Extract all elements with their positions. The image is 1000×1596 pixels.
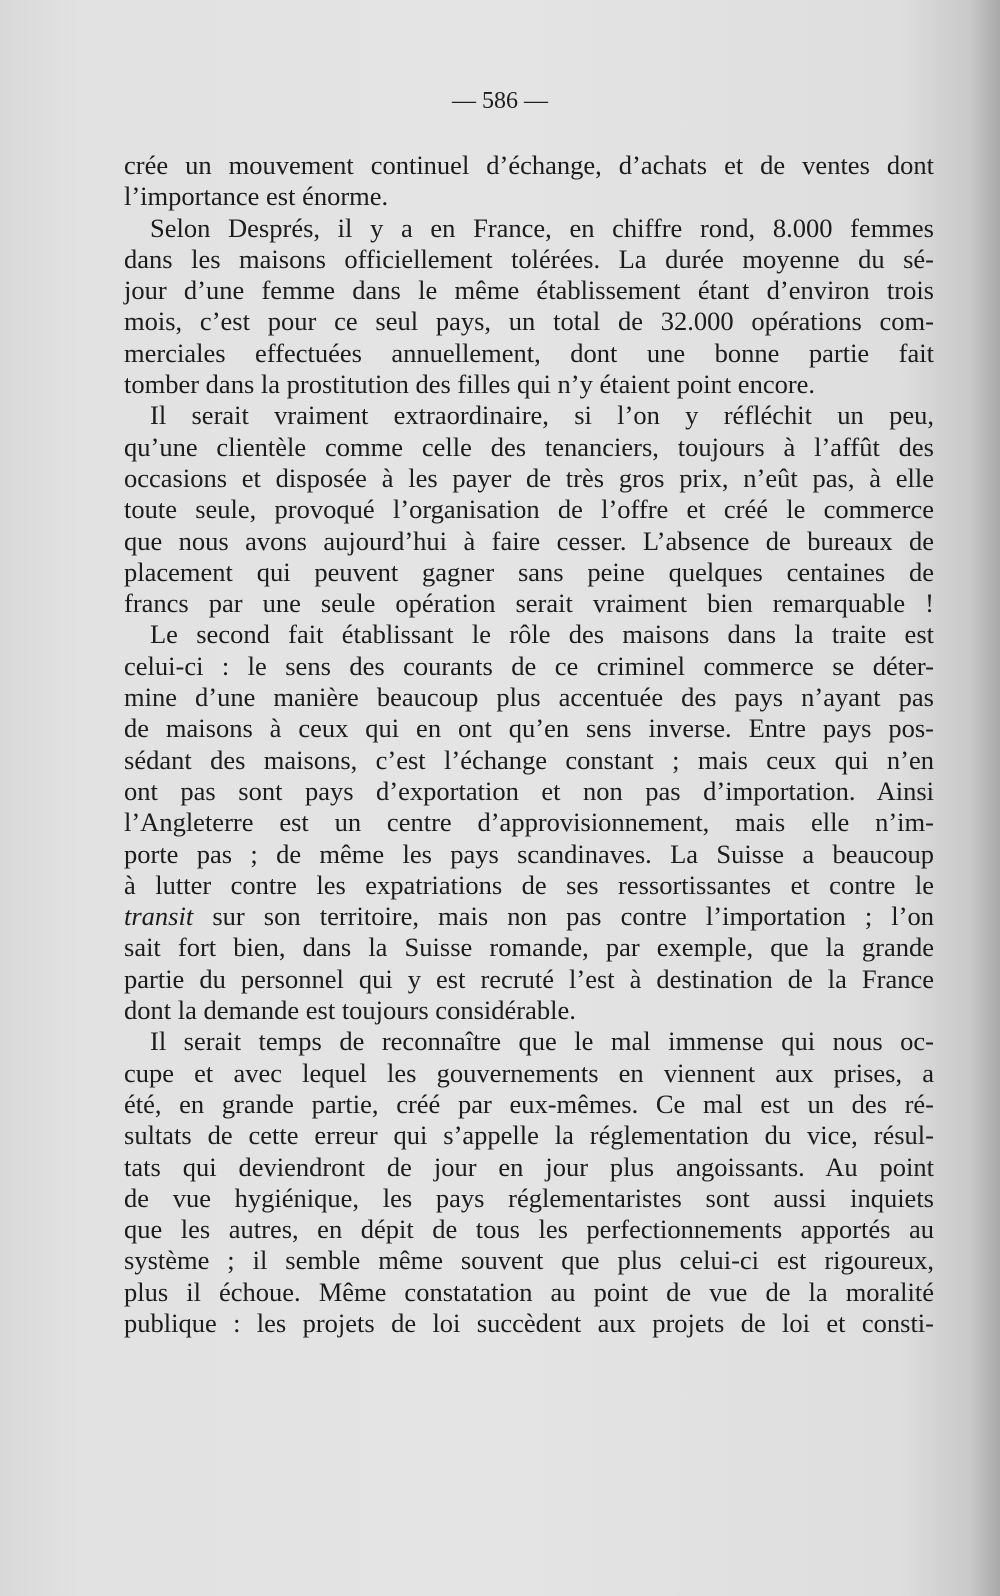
text-line: dans les maisons officiellement tolérées. La durée moyenne du sé-	[124, 243, 934, 274]
text-line: de vue hygiénique, les pays réglementaristes sont aussi inquiets	[124, 1182, 934, 1213]
text-line: dont la demande est toujours considérable.	[124, 995, 576, 1026]
text-line: tats qui deviendront de jour en jour plus angoissants. Au point	[124, 1151, 934, 1182]
text-line: toute seule, provoqué l’organisation de l’offre et créé le commerce	[124, 494, 934, 525]
text-line: mois, c’est pour ce seul pays, un total de 32.000 opérations com-	[124, 306, 934, 337]
text-line: Il serait vraiment extraordinaire, si l’on y réfléchit un peu,	[150, 400, 934, 431]
italic-word: transit	[124, 901, 194, 932]
text-line: Il serait temps de reconnaître que le mal immense qui nous oc-	[150, 1026, 934, 1057]
text-line: Selon Després, il y a en France, en chiffre rond, 8.000 femmes	[150, 212, 934, 243]
text-line	[124, 901, 934, 932]
text-line: plus il échoue. Même constatation au point de vue de la moralité	[124, 1276, 934, 1307]
text-line: celui-ci : le sens des courants de ce criminel commerce se déter-	[124, 650, 934, 681]
text-line: été, en grande partie, créé par eux-mêmes. Ce mal est un des ré-	[124, 1088, 934, 1119]
text-line: tomber dans la prostitution des filles qui n’y étaient point encore.	[124, 369, 816, 400]
text-line: ont pas sont pays d’exportation et non pas d’importation. Ainsi	[124, 775, 934, 806]
text-line: sait fort bien, dans la Suisse romande, par exemple, que la grande	[124, 932, 934, 963]
text-line: crée un mouvement continuel d’échange, d’achats et de ventes dont	[124, 150, 934, 180]
text-line: jour d’une femme dans le même établissement étant d’environ trois	[124, 275, 934, 306]
text-line: de maisons à ceux qui en ont qu’en sens inverse. Entre pays pos-	[124, 713, 934, 744]
text-line: l’importance est énorme.	[124, 181, 389, 212]
text-line: sédant des maisons, c’est l’échange constant ; mais ceux qui n’en	[124, 744, 934, 775]
text-line: cupe et avec lequel les gouvernements en viennent aux prises, a	[124, 1057, 934, 1088]
text-line: à lutter contre les expatriations de ses ressortissantes et contre le	[124, 869, 934, 900]
text-line: que les autres, en dépit de tous les perfectionnements apportés au	[124, 1214, 934, 1245]
text-line: sultats de cette erreur qui s’appelle la réglementation du vice, résul-	[124, 1120, 934, 1151]
text-line: occasions et disposée à les payer de très gros prix, n’eût pas, à elle	[124, 462, 934, 493]
text-line: Le second fait établissant le rôle des maisons dans la traite est	[150, 619, 934, 650]
text-line: publique : les projets de loi succèdent aux projets de loi et consti-	[124, 1307, 934, 1338]
text-line: placement qui peuvent gagner sans peine quelques centaines de	[124, 556, 934, 587]
page-number: — 586 —	[452, 88, 548, 114]
text-line: merciales effectuées annuellement, dont une bonne partie fait	[124, 337, 934, 368]
text-line: qu’une clientèle comme celle des tenanciers, toujours à l’affût des	[124, 431, 934, 462]
text-line: porte pas ; de même les pays scandinaves. La Suisse a beaucoup	[124, 838, 934, 869]
text-line: système ; il semble même souvent que plus celui-ci est rigoureux,	[124, 1245, 934, 1276]
text-line: francs par une seule opération serait vraiment bien remarquable !	[124, 588, 934, 619]
line-rest: sur son territoire, mais non pas contre l’importation ; l’on	[193, 901, 934, 932]
text-line: partie du personnel qui y est recruté l’est à destination de la France	[124, 963, 934, 994]
text-line: mine d’une manière beaucoup plus accentuée des pays n’ayant pas	[124, 682, 934, 713]
text-line: l’Angleterre est un centre d’approvisionnement, mais elle n’im-	[124, 807, 934, 838]
body-text	[124, 150, 934, 1339]
text-line: que nous avons aujourd’hui à faire cesser. L’absence de bureaux de	[124, 525, 934, 556]
